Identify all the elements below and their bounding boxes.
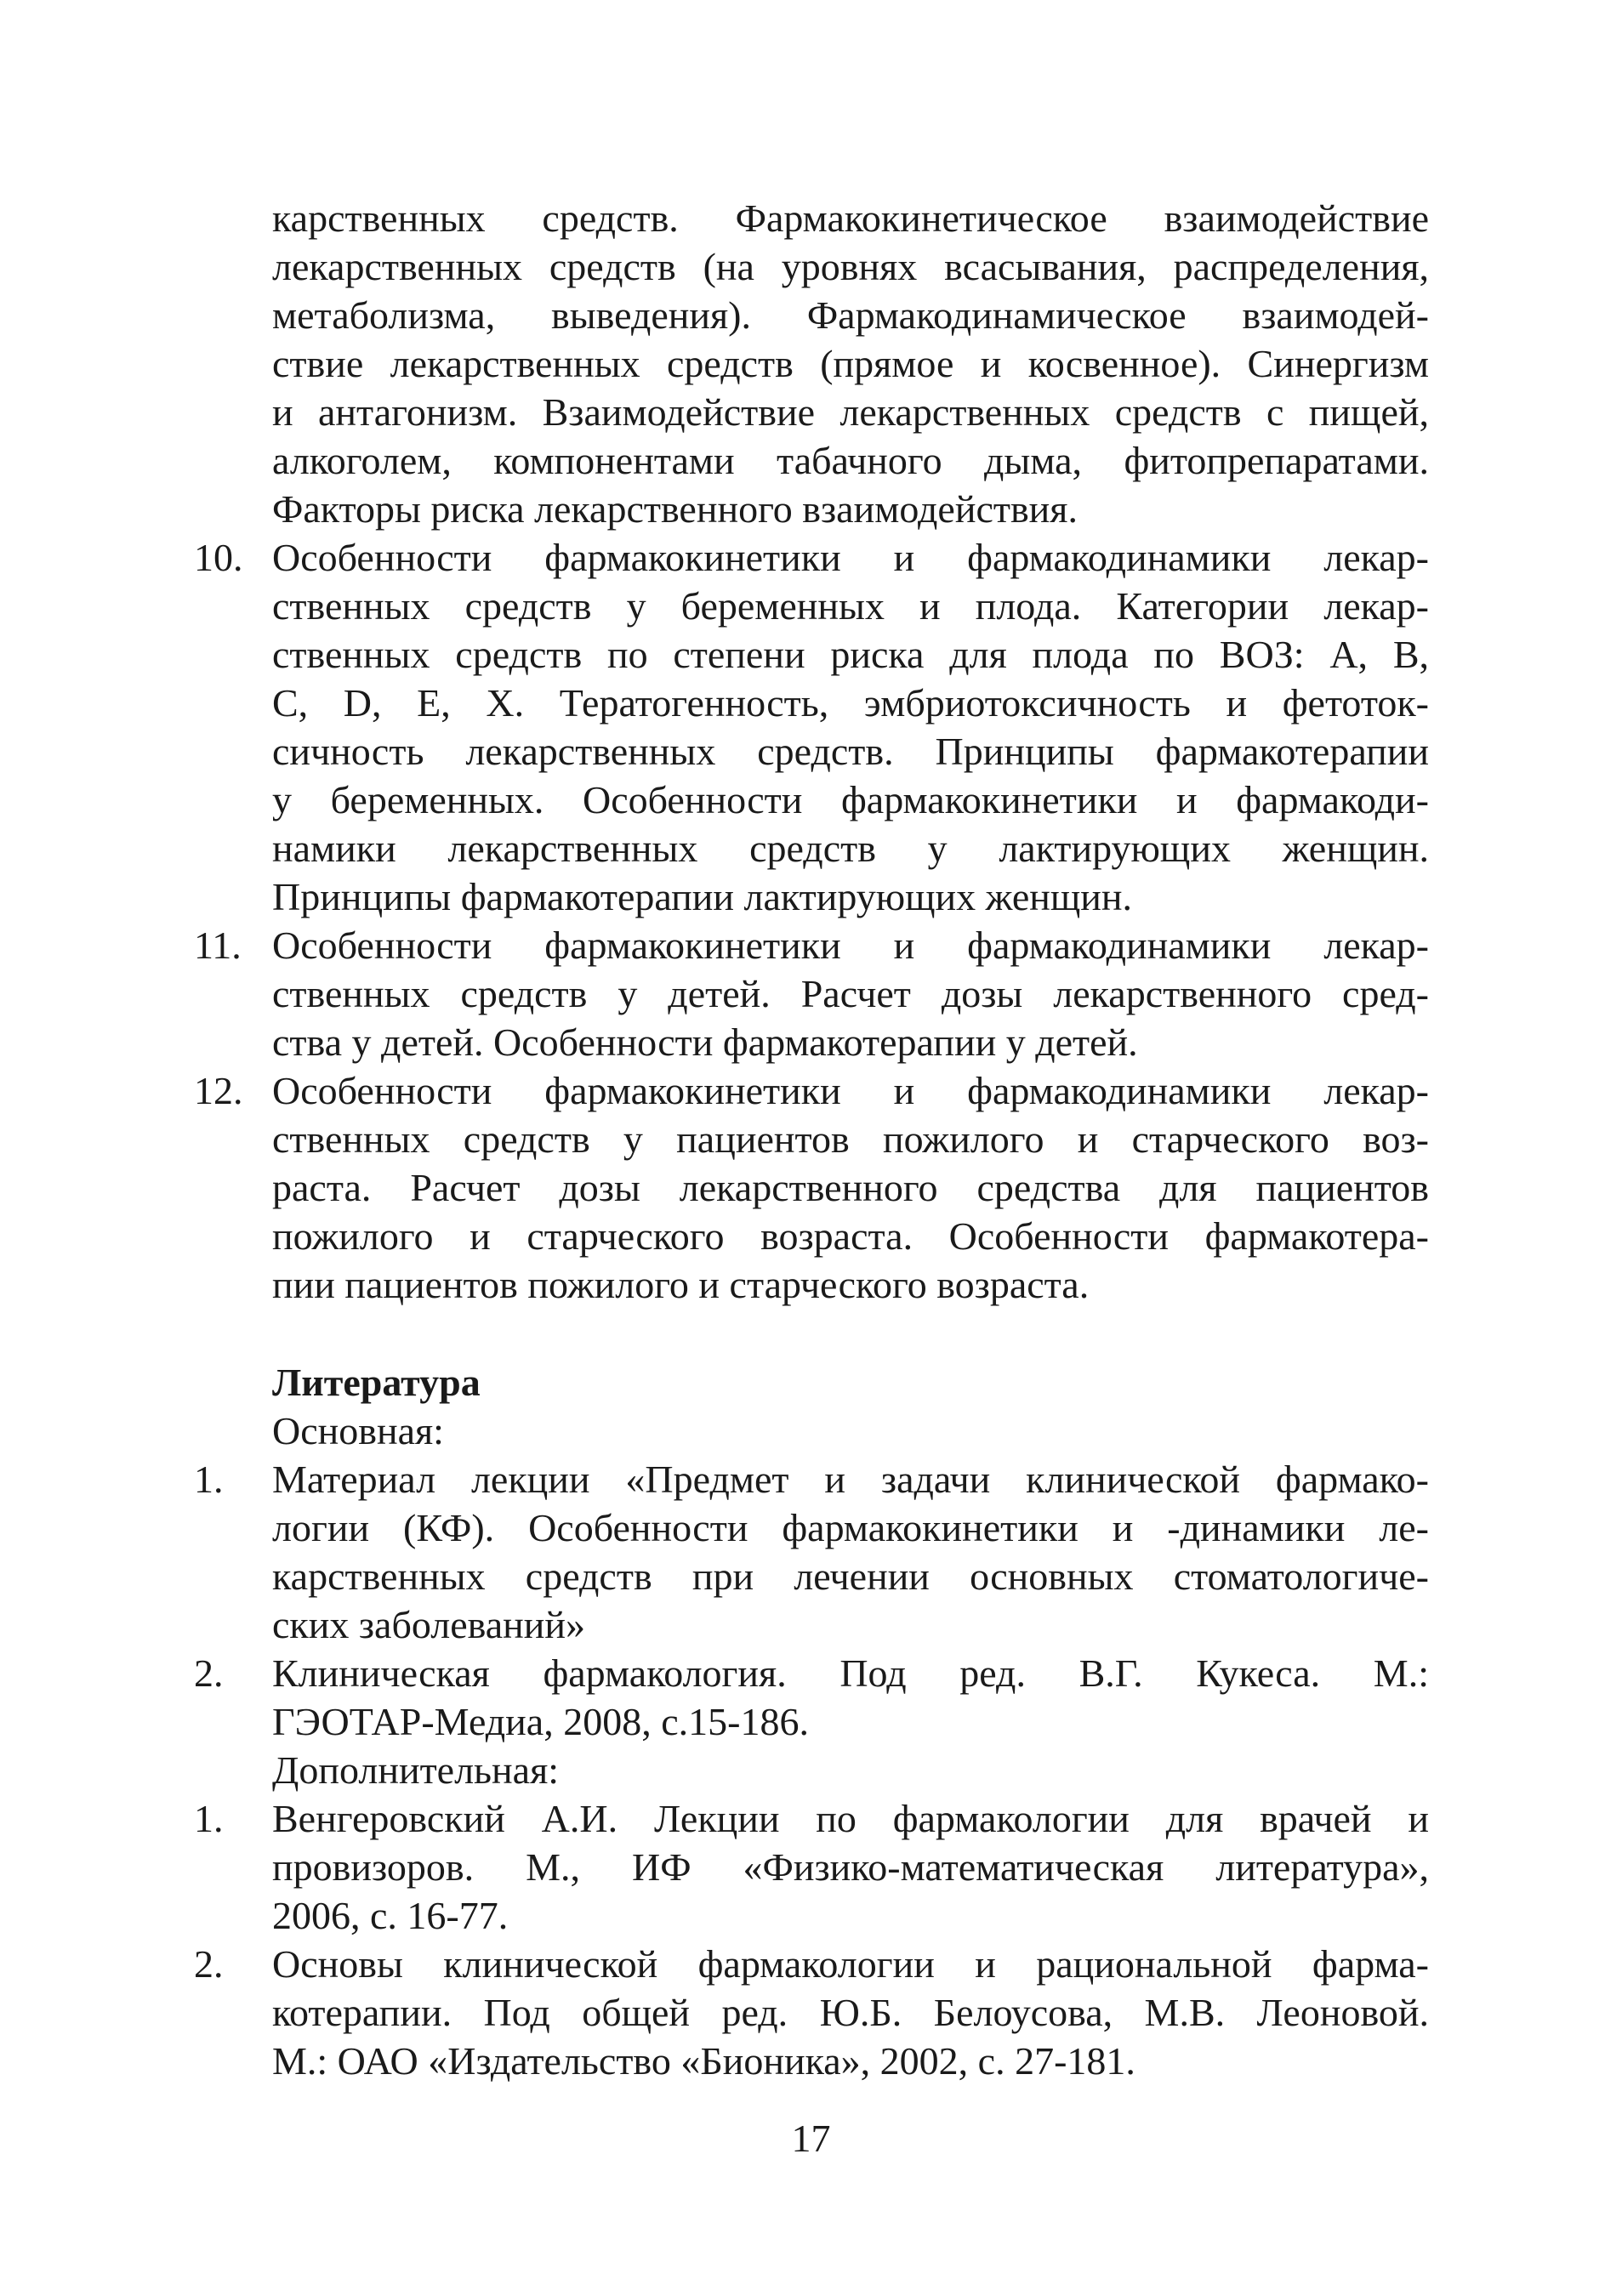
list-item-number: 12.: [194, 1069, 243, 1112]
text-line: пожилого и старческого возраста. Особенности фармакотера-: [272, 1214, 1429, 1258]
text-line: Особенности фармакокинетики и фармакодинамики лекар-: [272, 536, 1429, 579]
text-line: логии (КФ). Особенности фармакокинетики и -динамики ле-: [272, 1506, 1429, 1549]
text-line: намики лекарственных средств у лактирующих женщин.: [272, 827, 1429, 870]
text-line: провизоров. М., ИФ «Физико-математическая литература»,: [272, 1845, 1429, 1889]
text-line: Клиническая фармакология. Под ред. В.Г. Кукеса. М.:: [272, 1651, 1429, 1695]
text-line: карственных средств. Фармакокинетическое взаимодействие: [272, 196, 1429, 240]
list-item-number: 11.: [194, 924, 242, 967]
list-item-number: 10.: [194, 536, 243, 579]
text-line: Факторы риска лекарственного взаимодействия.: [272, 487, 1078, 531]
text-line: и антагонизм. Взаимодействие лекарственных средств с пищей,: [272, 390, 1429, 434]
text-line: ственных средств по степени риска для плода по ВОЗ: A, B,: [272, 633, 1429, 676]
text-line: Особенности фармакокинетики и фармакодинамики лекар-: [272, 924, 1429, 967]
list-item-number: 1.: [194, 1797, 224, 1840]
text-line: ствие лекарственных средств (прямое и косвенное). Синергизм: [272, 342, 1429, 385]
text-line: 2006, с. 16-77.: [272, 1894, 509, 1937]
text-line: Принципы фармакотерапии лактирующих женщин.: [272, 875, 1133, 918]
list-item-number: 2.: [194, 1651, 224, 1695]
section-heading: Литература: [272, 1361, 481, 1404]
text-line: пии пациентов пожилого и старческого возраста.: [272, 1263, 1090, 1306]
text-line: раста. Расчет дозы лекарственного средства для пациентов: [272, 1166, 1429, 1209]
text-line: Основы клинической фармакологии и рациональной фарма-: [272, 1942, 1429, 1986]
text-line: М.: ОАО «Издательство «Бионика», 2002, с. 27-181.: [272, 2039, 1135, 2083]
page-number: 17: [791, 2117, 831, 2160]
text-line: ственных средств у беременных и плода. Категории лекар-: [272, 584, 1429, 628]
text-line: Особенности фармакокинетики и фармакодинамики лекар-: [272, 1069, 1429, 1112]
text-line: алкоголем, компонентами табачного дыма, фитопрепаратами.: [272, 439, 1429, 482]
subsection-label: Дополнительная:: [272, 1748, 560, 1792]
text-line: карственных средств при лечении основных стоматологиче-: [272, 1554, 1429, 1598]
text-line: котерапии. Под общей ред. Ю.Б. Белоусова, М.В. Леоновой.: [272, 1991, 1429, 2034]
text-line: C, D, E, X. Тератогенность, эмбриотоксичность и фетоток-: [272, 681, 1429, 725]
text-line: ственных средств у детей. Расчет дозы лекарственного сред-: [272, 972, 1429, 1015]
text-line: метаболизма, выведения). Фармакодинамическое взаимодей-: [272, 293, 1429, 337]
list-item-number: 1.: [194, 1458, 224, 1501]
text-line: у беременных. Особенности фармакокинетики и фармакоди-: [272, 778, 1429, 821]
text-line: сичность лекарственных средств. Принципы фармакотерапии: [272, 730, 1429, 773]
text-line: Материал лекции «Предмет и задачи клинической фармако-: [272, 1458, 1429, 1501]
text-line: ственных средств у пациентов пожилого и старческого воз-: [272, 1117, 1429, 1161]
text-line: ских заболеваний»: [272, 1603, 586, 1646]
text-line: лекарственных средств (на уровнях всасывания, распределения,: [272, 245, 1429, 288]
text-line: ГЭОТАР-Медиа, 2008, с.15-186.: [272, 1700, 809, 1743]
list-item-number: 2.: [194, 1942, 224, 1986]
subsection-label: Основная:: [272, 1409, 444, 1452]
text-line: Венгеровский А.И. Лекции по фармакологии для врачей и: [272, 1797, 1429, 1840]
text-line: ства у детей. Особенности фармакотерапии у детей.: [272, 1020, 1138, 1064]
